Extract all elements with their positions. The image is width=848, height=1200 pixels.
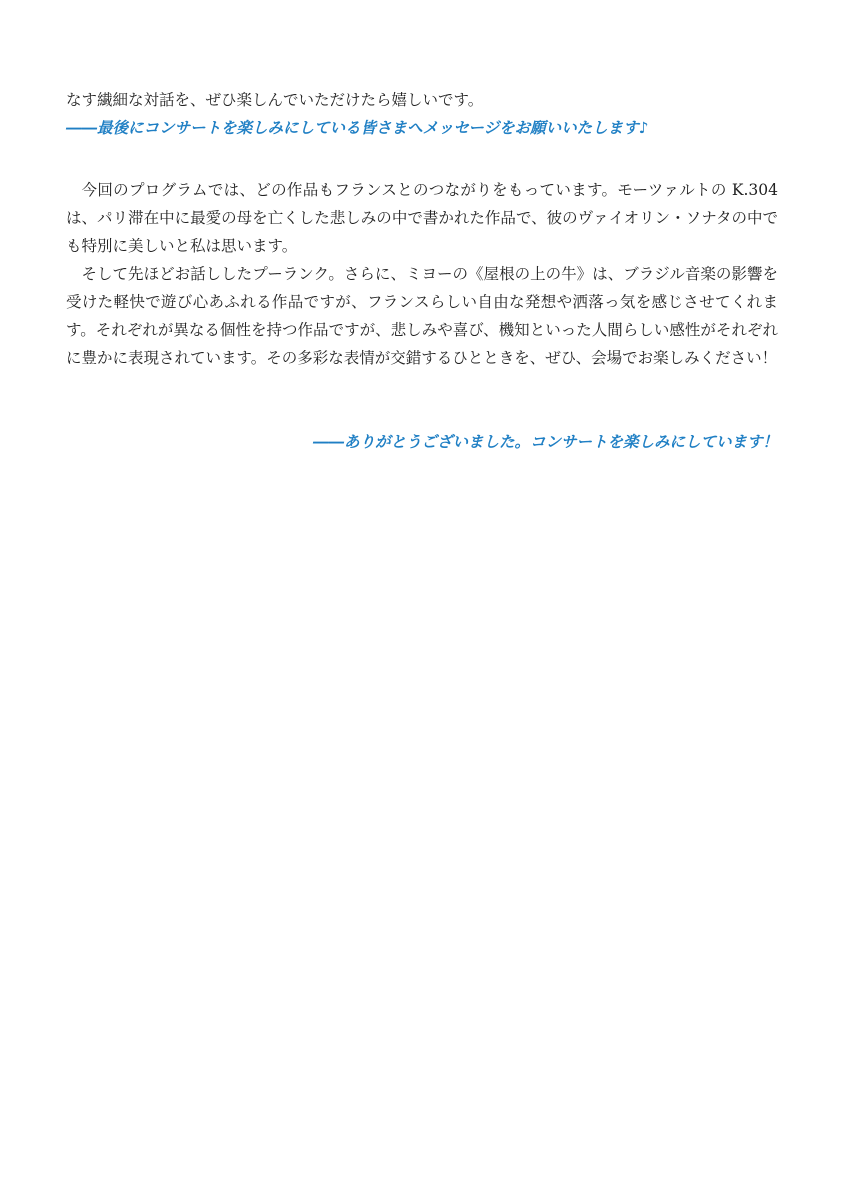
spacer [66, 142, 778, 176]
interview-content [66, 86, 778, 456]
answer-paragraph-2: そして先ほどお話ししたプーランク。さらに、ミヨーの《屋根の上の牛》は、ブラジル音楽の影響を受けた軽快で遊び心あふれる作品ですが、フランスらしい自由な発想や洒落っ気を感じさせてくれます。それぞれが異なる個性を持つ作品ですが、悲しみや喜び、機知といった人間らしい感性がそれぞれに豊かに表現されています。その多彩な表情が交錯するひとときを、ぜひ、会場でお楽しみください！ [66, 265, 778, 367]
lead-line: なす繊細な対話を、ぜひ楽しんでいただけたら嬉しいです。 [66, 91, 484, 109]
interview-question: ――最後にコンサートを楽しみにしている皆さまへメッセージをお願いいたします♪ [66, 118, 649, 137]
answer-paragraph-1: 今回のプログラムでは、どの作品もフランスとのつながりをもっています。モーツァルトの K.304 は、パリ滞在中に最愛の母を亡くした悲しみの中で書かれた作品で、彼のヴァイオリン・ソナタの中でも特別に美しいと私は思います。 [66, 181, 778, 255]
closing-remark: ――ありがとうございました。コンサートを楽しみにしています！ [312, 432, 778, 451]
spacer [66, 372, 778, 428]
